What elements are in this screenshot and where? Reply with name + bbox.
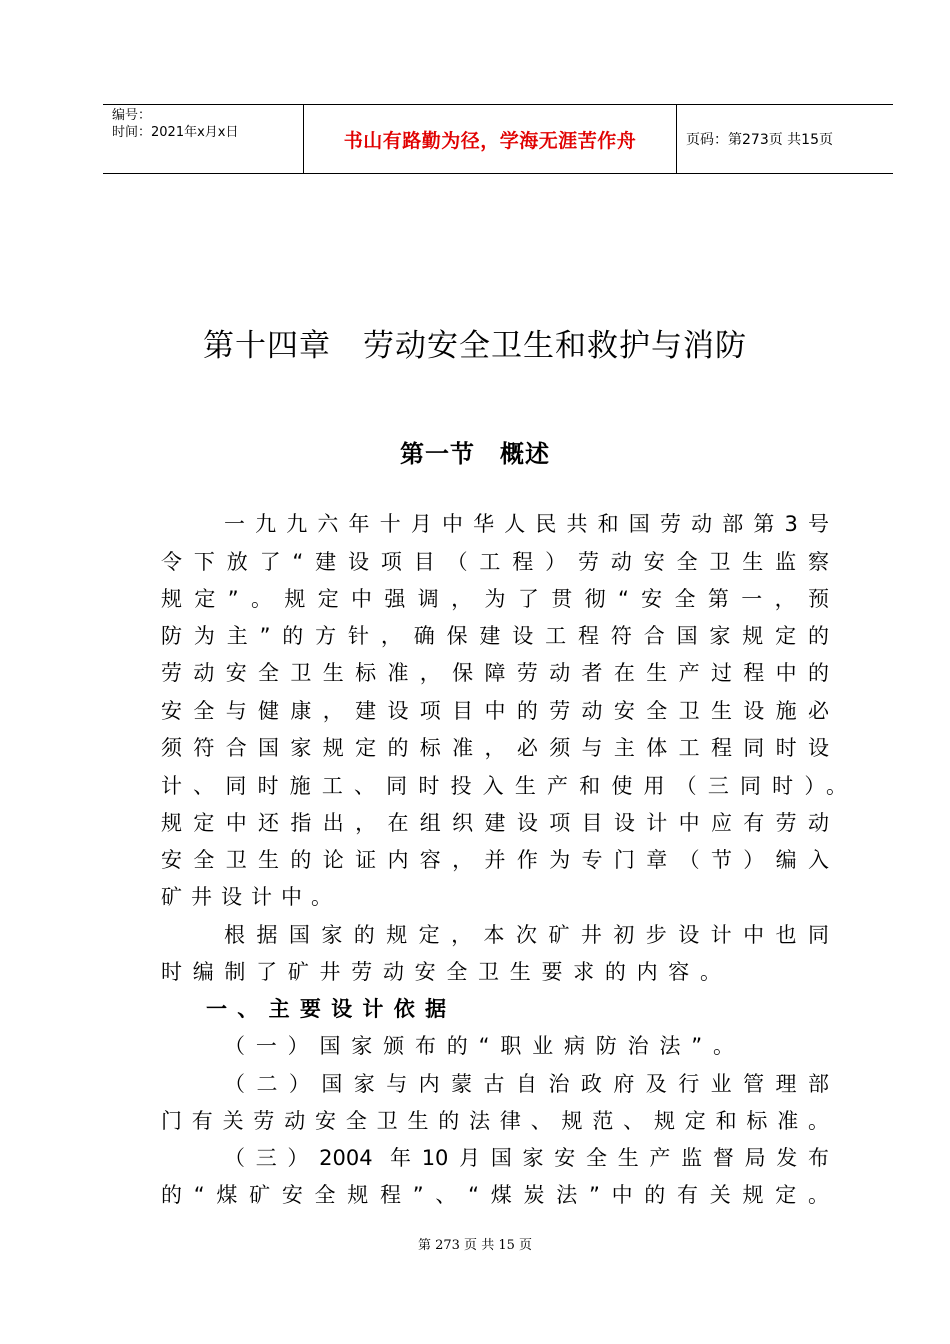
header-page-label: 页码：第273页 共15页	[686, 132, 833, 148]
page-footer: 第 273 页 共 15 页	[417, 1238, 533, 1253]
body-line: 门有关劳动安全卫生的法律、规范、规定和标准。	[161, 1109, 829, 1133]
body-line: 计、同时施工、同时投入生产和使用（三同时）。	[161, 774, 847, 798]
body-line: 须符合国家规定的标准，必须与主体工程同时设	[161, 736, 829, 760]
document-number-label: 编号：	[112, 108, 152, 123]
header-info-cell	[103, 105, 304, 173]
section-title: 第一节 概述	[400, 440, 550, 468]
body-line: 令下放了“建设项目（工程）劳动安全卫生监察	[161, 550, 829, 574]
body-line: （三）2004 年10月国家安全生产监督局发布	[224, 1146, 829, 1170]
header-motto: 书山有路勤为径，学海无涯苦作舟	[304, 105, 677, 173]
body-line: 规定中还指出，在组织建设项目设计中应有劳动	[161, 811, 829, 835]
document-time-label: 时间：2021年x月x日	[112, 125, 239, 140]
body-line: 的“煤矿安全规程”、“煤炭法”中的有关规定。	[161, 1183, 829, 1207]
section-heading: 一、主要设计依据	[206, 997, 446, 1021]
page-header	[103, 104, 893, 174]
body-line: （二）国家与内蒙古自治政府及行业管理部	[224, 1072, 829, 1096]
body-line: 劳动安全卫生标准，保障劳动者在生产过程中的	[161, 661, 829, 685]
body-line: 一九九六年十月中华人民共和国劳动部第3号	[224, 512, 829, 536]
body-line: （一）国家颁布的“职业病防治法”。	[224, 1034, 734, 1058]
body-line: 安全与健康，建设项目中的劳动安全卫生设施必	[161, 699, 829, 723]
body-line: 防为主”的方针，确保建设工程符合国家规定的	[161, 624, 829, 648]
chapter-title: 第十四章 劳动安全卫生和救护与消防	[203, 328, 747, 364]
body-line: 矿井设计中。	[161, 885, 341, 909]
body-line: 时编制了矿井劳动安全卫生要求的内容。	[161, 960, 721, 984]
body-line: 根据国家的规定，本次矿井初步设计中也同	[224, 923, 829, 947]
body-line: 安全卫生的论证内容，并作为专门章（节）编入	[161, 848, 829, 872]
body-line: 规定”。规定中强调，为了贯彻“安全第一，预	[161, 587, 829, 611]
